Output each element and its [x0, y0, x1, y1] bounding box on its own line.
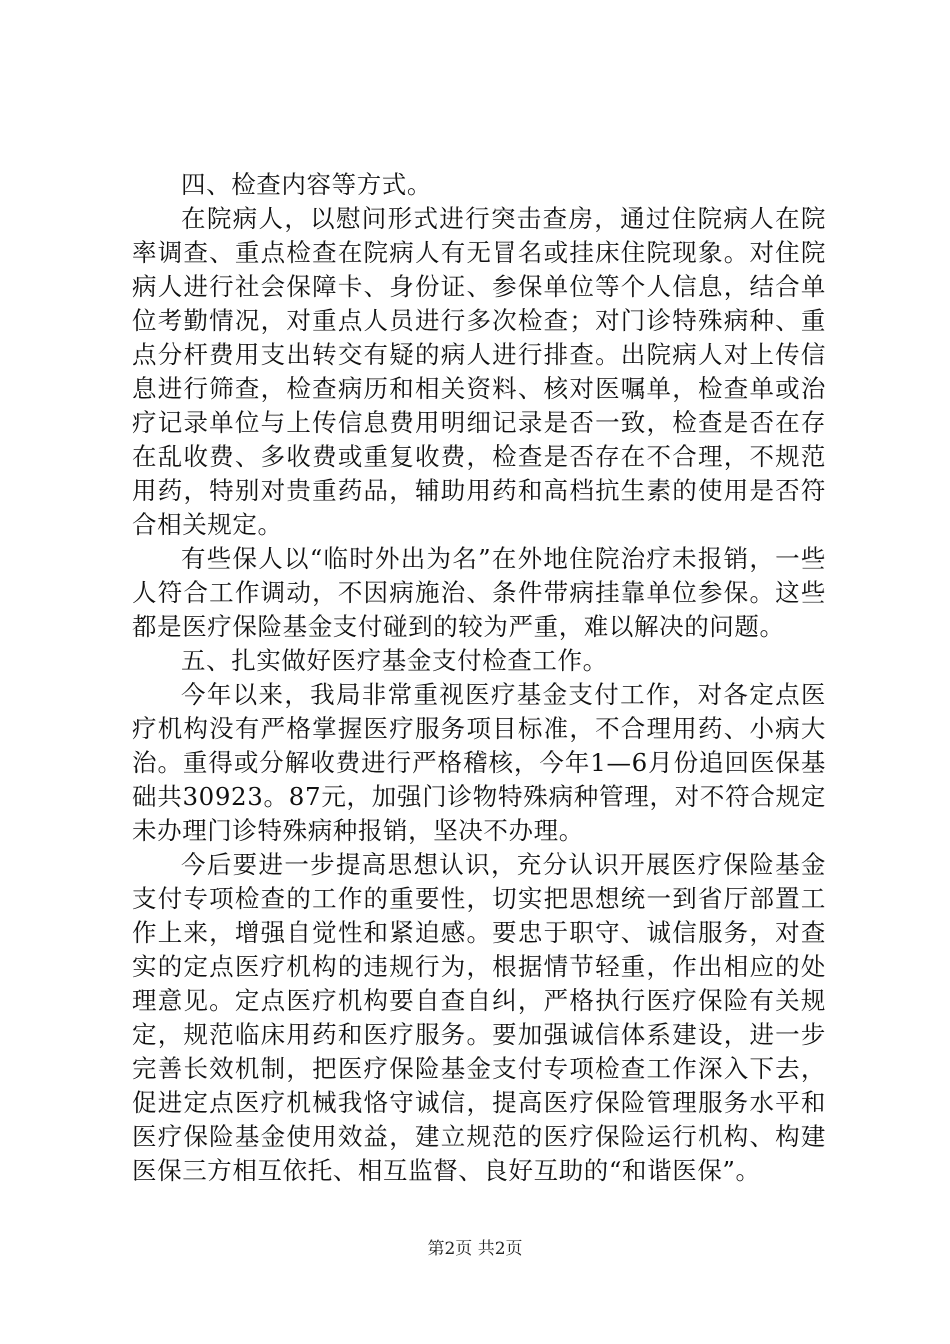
paragraph-inpatient-inspection: 在院病人，以慰问形式进行突击查房，通过住院病人在院率调查、重点检查在院病人有无冒名或挂床住院现象。对住院病人进行社会保障卡、身份证、参保单位等个人信息，结合单位考勤情况，对重点人员进行多次检查；对门诊特殊病种、重点分杆费用支出转交有疑的病人进行排查。出院病人对上传信息进行筛查，检查病历和相关资料、核对医嘱单，检查单或治疗记录单位与上传信息费用明细记录是否一致，检查是否在存在乱收费、多收费或重复收费，检查是否存在不合理，不规范用药，特别对贵重药品，辅助用药和高档抗生素的使用是否符合相关规定。: [132, 204, 826, 539]
document-body: [132, 168, 826, 1188]
paragraph-this-year-work: 今年以来，我局非常重视医疗基金支付工作，对各定点医疗机构没有严格掌握医疗服务项目标准，不合理用药、小病大治。重得或分解收费进行严格稽核，今年1—6月份追回医保基础共30923。87元，加强门诊物特殊病种管理，对不符合规定未办理门诊特殊病种报销，坚决不办理。: [132, 680, 826, 845]
section-heading-inspection-methods: 四、检查内容等方式。: [181, 170, 432, 199]
paragraph-problems: 有些保人以“临时外出为名”在外地住院治疗未报销，一些人符合工作调动，不因病施治、条件带病挂靠单位参保。这些都是医疗保险基金支付碰到的较为严重，难以解决的问题。: [132, 544, 826, 641]
section-heading-fund-payment-inspection: 五、扎实做好医疗基金支付检查工作。: [181, 646, 608, 675]
paragraph-future-plans: 今后要进一步提高思想认识，充分认识开展医疗保险基金支付专项检查的工作的重要性，切实把思想统一到省厅部置工作上来，增强自觉性和紧迫感。要忠于职守、诚信服务，对查实的定点医疗机构的违规行为，根据情节轻重，作出相应的处理意见。定点医疗机构要自查自纠，严格执行医疗保险有关规定，规范临床用药和医疗服务。要加强诚信体系建设，进一步完善长效机制，把医疗保险基金支付专项检查工作深入下去，促进定点医疗机械我恪守诚信，提高医疗保险管理服务水平和医疗保险基金使用效益，建立规范的医疗保险运行机构、构建医保三方相互依托、相互监督、良好互助的“和谐医保”。: [132, 850, 826, 1185]
page-footer: 第2页 共2页: [427, 1239, 523, 1259]
